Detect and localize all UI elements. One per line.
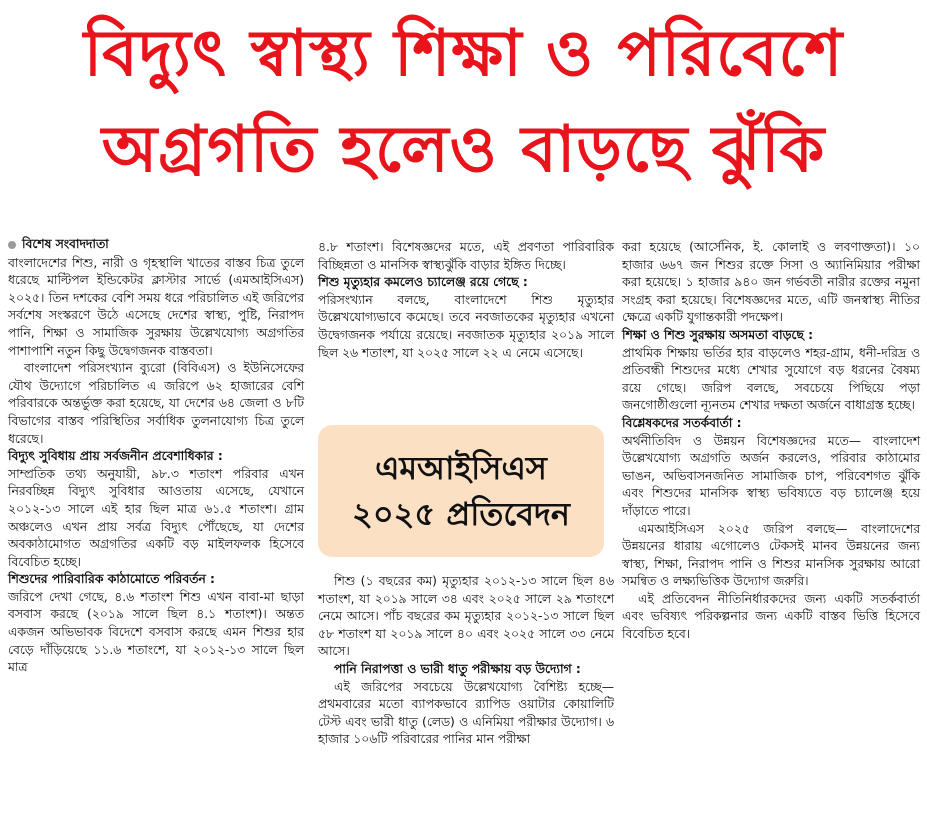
paragraph: বাংলাদেশ পরিসংখ্যান ব্যুরো (বিবিএস) ও ইউনিসেফের যৌথ উদ্যোগে পরিচালিত এ জরিপে ৬২ হাজারের বেশি পরিবারকে অন্তর্ভুক্ত করা হয়েছে, যা দেশের ৬৪ জেলা ও ৮টি বিভাগের বাস্তব পরিস্থিতির সর্বাধিক তুলনাযোগ্য চিত্র তুলে ধরেছে। — [8, 361, 304, 446]
callout-line-1: এমআইসিএস — [375, 449, 547, 487]
paragraph: এমআইসিএস ২০২৫ জরিপ বলছে— বাংলাদেশের উন্নয়নের ধারায় এগোলেও টেকসই মানব উন্নয়নের জন্য স্বাস্থ্য, শিক্ষা, নিরাপদ পানি ও শিশুর মানসিক সুরক্ষায় আরো সমন্বিত ও লক্ষ্যভিত্তিক উদ্যোগ জরুরি। — [622, 521, 920, 589]
paragraph: জরিপে দেখা গেছে, ৪.৬ শতাংশ শিশু এখন বাবা-মা ছাড়া বসবাস করছে (২০১৯ সালে ছিল ৪.১ শতাংশ)। অন্তত একজন অভিভাবক বিদেশে বসবাস করছে এমন শিশুর হার বেড়ে দাঁড়িয়েছে ১১.৬ শতাংশে, যা ২০১২-১৩ সালে ছিল মাত্র — [8, 589, 304, 675]
headline-line-2: অগ্রগতি হলেও বাড়ছে ঝুঁকি — [101, 113, 826, 187]
paragraph: করা হয়েছে (আর্সেনিক, ই. কোলাই ও লবণাক্ততা)। ১০ হাজার ৬৬৭ জন শিশুর রক্তে সিসা ও অ্যানিমিয়ার পরীক্ষা করা হয়েছে। ১ হাজার ৯৪০ জন গর্ভবতী নারীর রক্তের নমুনা সংগ্রহ করা হয়েছে। বিশেষজ্ঞদের মতে, এটি জনস্বাস্থ্য নীতির ক্ষেত্রে একটি যুগান্তকারী পদক্ষেপ। — [622, 240, 920, 325]
section-subheading: শিশু মৃত্যুহার কমলেও চ্যালেঞ্জ রয়ে গেছে : — [318, 275, 528, 290]
article-column-1 — [8, 236, 304, 677]
paragraph: প্রাথমিক শিক্ষায় ভর্তির হার বাড়লেও শহর-গ্রাম, ধনী-দরিদ্র ও প্রতিবন্ধী শিশুদের মধ্যে শেখার সুযোগে বড় ধরনের বৈষম্য রয়ে গেছে। জরিপ বলছে, সবচেয়ে পিছিয়ে পড়া জনগোষ্ঠীগুলো ন্যূনতম শেখার দক্ষতা অর্জনে বাধাগ্রস্ত হচ্ছে। — [622, 345, 920, 413]
section-subheading: শিশুদের পারিবারিক কাঠামোতে পরিবর্তন : — [8, 572, 215, 587]
section-subheading: পানি নিরাপত্তা ও ভারী ধাতু পরীক্ষায় বড় উদ্যোগ : — [334, 661, 581, 676]
section-subheading: বিদ্যুৎ সুবিধায় প্রায় সর্বজনীন প্রবেশাধিকার : — [8, 449, 223, 464]
byline-text: বিশেষ সংবাদদাতা — [22, 237, 109, 251]
bullet-icon — [8, 241, 16, 249]
paragraph: শিশু (১ বছরের কম) মৃত্যুহার ২০১২-১৩ সালে ছিল ৪৬ শতাংশ, যা ২০১৯ সালে ৩৪ এবং ২০২৫ সালে ২৯ শতাংশে নেমে আসে। পাঁচ বছরের কম মৃত্যুহার ২০১২-১৩ সালে ছিল ৫৮ শতাংশ যা ২০১৯ সালে ৪০ এবং ২০২৫ সালে ৩৩ নেমে আসে। — [318, 574, 614, 659]
paragraph: এই জরিপের সবচেয়ে উল্লেখযোগ্য বৈশিষ্ট্য হচ্ছে— প্রথমবারের মতো ব্যাপকভাবে র‍্যাপিড ওয়াটার কোয়ালিটি টেস্ট এবং ভারী ধাতু (লেড) ও এনিমিয়া পরীক্ষার উদ্যোগ। ৬ হাজার ১০৬টি পরিবারের পানির মান পরীক্ষা — [318, 679, 614, 747]
report-callout-box — [318, 425, 604, 557]
paragraph: ৪.৮ শতাংশ। বিশেষজ্ঞদের মতে, এই প্রবণতা পারিবারিক বিচ্ছিন্নতা ও মানসিক স্বাস্থ্যঝুঁকি বাড়ার ইঙ্গিত দিচ্ছে। — [318, 240, 614, 272]
article-column-3 — [622, 239, 920, 644]
paragraph: অর্থনীতিবিদ ও উন্নয়ন বিশেষজ্ঞদের মতে— বাংলাদেশ উল্লেখযোগ্য অগ্রগতি অর্জন করলেও, পরিবার কাঠামোর ভাঙন, অভিবাসনজনিত সামাজিক চাপ, পরিবেশগত ঝুঁকি এবং শিশুদের মানসিক স্বাস্থ্য ভবিষ্যতে বড় চ্যালেঞ্জ হয়ে দাঁড়াতে পারে। — [622, 433, 920, 518]
headline-line-1: বিদ্যুৎ স্বাস্থ্য শিক্ষা ও পরিবেশে — [83, 17, 844, 91]
article-column-2-lower — [318, 573, 614, 749]
paragraph: বাংলাদেশের শিশু, নারী ও গৃহস্থালি খাতের বাস্তব চিত্র তুলে ধরেছে মাল্টিপল ইন্ডিকেটর ক্লাস্টার সার্ভে (এমআইসিএস) ২০২৫। তিন দশকের বেশি সময় ধরে পরিচালিত এই জরিপের সর্বশেষ সংস্করণে উঠে এসেছে দেশের স্বাস্থ্য, পুষ্টি, নিরাপদ পানি, শিক্ষা ও সামাজিক সুরক্ষায় উল্লেখযোগ্য অগ্রগতির পাশাপাশি নতুন কিছু উদ্বেগজনক বাস্তবতা। — [8, 255, 304, 358]
callout-line-2: ২০২৫ প্রতিবেদন — [352, 495, 570, 533]
byline — [8, 236, 304, 254]
section-subheading: বিশ্লেষকদের সতর্কবার্তা : — [622, 415, 742, 430]
paragraph: সাম্প্রতিক তথ্য অনুযায়ী, ৯৮.৩ শতাংশ পরিবার এখন নিরবচ্ছিন্ন বিদ্যুৎ সুবিধার আওতায় এসেছে, যেখানে ২০১২-১৩ সালে এই হার ছিল মাত্র ৬১.৫ শতাংশ। গ্রাম অঞ্চলেও এখন প্রায় সর্বত্র বিদ্যুৎ পৌঁছেছে, যা দেশের অবকাঠামোগত অগ্রগতির একটি বড় মাইলফলক হিসেবে বিবেচিত হচ্ছে। — [8, 466, 304, 569]
headline — [8, 6, 919, 198]
paragraph: পরিসংখ্যান বলছে, বাংলাদেশে শিশু মৃত্যুহার উল্লেখযোগ্যভাবে কমেছে। তবে নবজাতকের মৃত্যুহার এখনো উদ্বেগজনক পর্যায়ে রয়েছে। নবজাতক মৃত্যুহার ২০১৯ সালে ছিল ২৬ শতাংশ, যা ২০২৫ সালে ২২ এ নেমে এসেছে। — [318, 292, 614, 360]
article-column-2 — [318, 239, 614, 362]
paragraph: এই প্রতিবেদন নীতিনির্ধারকদের জন্য একটি সতর্কবার্তা এবং ভবিষ্যৎ পরিকল্পনার জন্য একটি বাস্তব ভিত্তি হিসেবে বিবেচিত হবে। — [622, 591, 920, 642]
section-subheading: শিক্ষা ও শিশু সুরক্ষায় অসমতা বাড়ছে : — [622, 327, 813, 342]
